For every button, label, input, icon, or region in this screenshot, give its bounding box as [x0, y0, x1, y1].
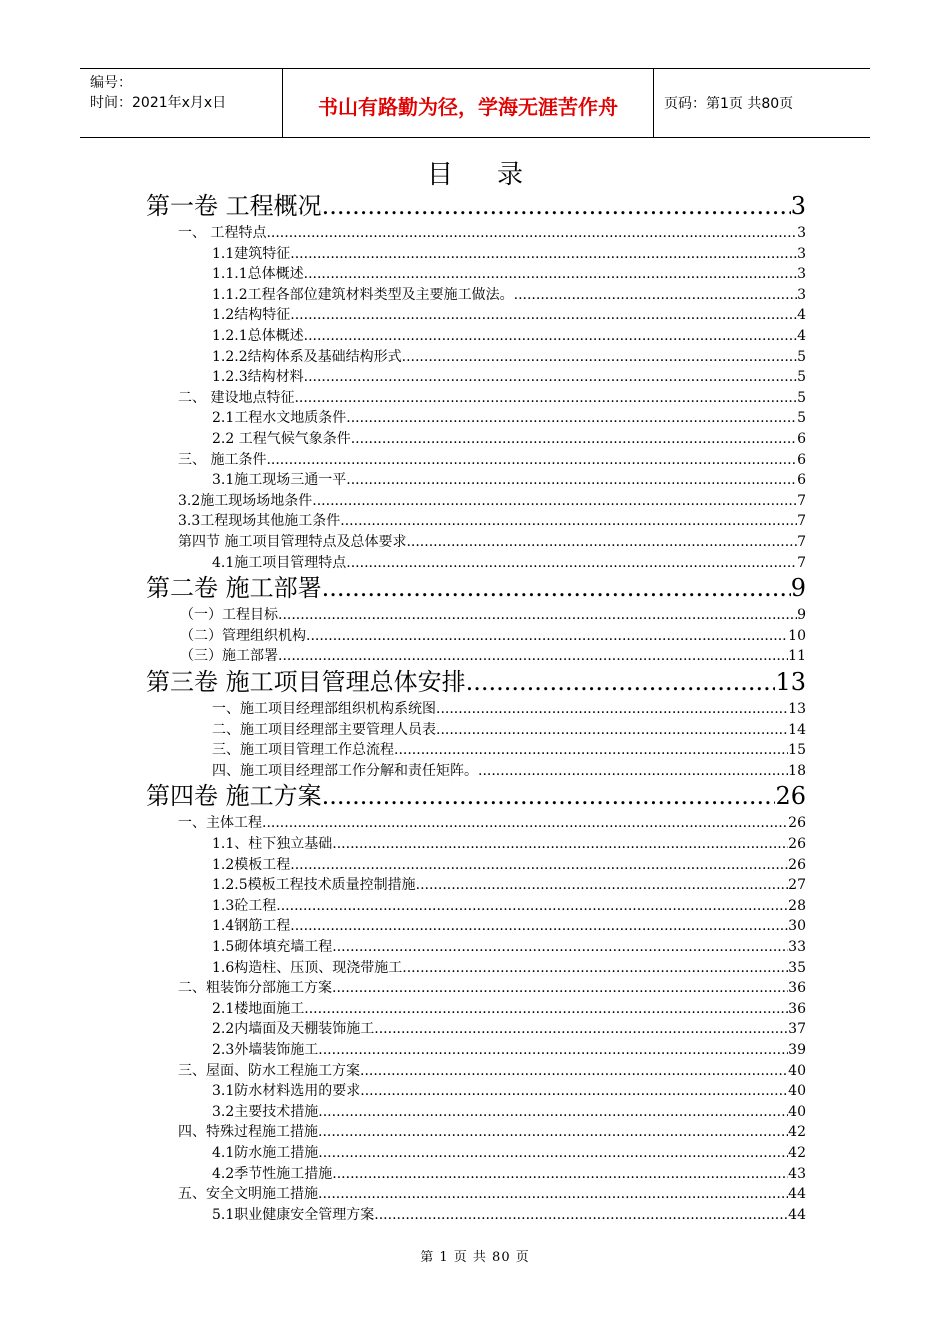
page-header [80, 68, 870, 138]
toc-leader-dots [266, 450, 797, 470]
toc-entry-page: 7 [797, 492, 806, 509]
toc-leader-dots [346, 553, 797, 573]
toc-entry-text: 三、 施工条件 [178, 451, 267, 468]
toc-entry-page: 26 [788, 836, 806, 852]
header-meta [80, 69, 282, 137]
toc-leader-dots [262, 813, 788, 833]
toc-entry-text: 2.2 工程气候气象条件 [212, 431, 351, 447]
toc-entry-text: 1.1.2工程各部位建筑材料类型及主要施工做法。 [212, 286, 514, 303]
toc-leader-dots [394, 740, 788, 760]
toc-entry[interactable] [212, 553, 806, 573]
toc-title: 目录 [426, 160, 567, 190]
toc-entry[interactable] [212, 1081, 806, 1101]
toc-entry-text: 1.2结构特征 [212, 307, 291, 324]
toc-entry[interactable] [180, 626, 806, 646]
toc-leader-dots [304, 264, 797, 284]
toc-entry-text: 五、安全文明施工措施 [178, 1186, 318, 1203]
toc-entry-text: 第二卷 施工部署 [146, 574, 322, 603]
toc-leader-dots [322, 190, 791, 222]
toc-entry-text: 4.1防水施工措施 [212, 1145, 319, 1161]
toc-entry[interactable] [212, 761, 806, 781]
toc-leader-dots [278, 605, 797, 625]
toc-entry-text: 1.6构造柱、压顶、现浇带施工 [212, 959, 403, 976]
toc-entry-text: 1.3砼工程 [212, 897, 277, 914]
toc-entry-page: 28 [788, 897, 806, 914]
toc-entry[interactable] [212, 285, 806, 305]
toc-entry-page: 3 [797, 286, 806, 303]
toc-entry[interactable] [180, 605, 806, 625]
toc-entry[interactable] [178, 491, 806, 511]
toc-entry-page: 3 [797, 245, 806, 262]
toc-leader-dots [402, 958, 788, 978]
toc-entry-text: 1.1、柱下独立基础 [212, 836, 333, 852]
toc-entry-text: 4.2季节性施工措施 [212, 1165, 333, 1182]
toc-entry-page: 5 [797, 410, 806, 427]
toc-entry-page: 5 [797, 348, 806, 365]
toc-entry-text: 3.3工程现场其他施工条件 [178, 513, 341, 530]
toc-entry-text: 2.1工程水文地质条件 [212, 410, 347, 427]
header-motto: 书山有路勤为径，学海无涯苦作舟 [318, 94, 618, 119]
toc-leader-dots [332, 834, 788, 854]
toc-entry-page: 42 [788, 1145, 806, 1161]
header-date: 时间：2021年x月x日 [90, 95, 227, 111]
toc-entry[interactable] [178, 978, 806, 998]
toc-entry-text: 3.2施工现场场地条件 [178, 492, 313, 509]
toc-leader-dots [332, 978, 788, 998]
toc-entry-page: 40 [788, 1103, 806, 1120]
toc-leader-dots [332, 937, 788, 957]
toc-entry-page: 10 [788, 627, 806, 644]
toc-entry-text: 二、粗装饰分部施工方案 [178, 980, 332, 997]
toc-entry-page: 6 [797, 431, 806, 447]
toc-leader-dots [374, 1019, 788, 1039]
toc-entry-page: 40 [788, 1062, 806, 1079]
toc-entry-page: 9 [790, 574, 806, 603]
toc-entry-text: 3.1施工现场三通一平 [212, 472, 347, 489]
toc-leader-dots [478, 761, 788, 781]
toc-entry[interactable] [178, 813, 806, 833]
toc-entry-page: 6 [797, 472, 806, 489]
toc-entry-text: 三、屋面、防水工程施工方案 [178, 1062, 360, 1079]
toc-leader-dots [514, 285, 797, 305]
toc-entry-page: 36 [788, 980, 806, 997]
toc-entry-text: 2.3外墙装饰施工 [212, 1042, 319, 1058]
toc-entry[interactable] [212, 916, 806, 936]
toc-leader-dots [351, 429, 797, 449]
toc-entry-text: 2.1楼地面施工 [212, 1000, 305, 1017]
toc-entry-page: 18 [788, 762, 806, 779]
toc-leader-dots [318, 1143, 788, 1163]
toc-entry-text: 二、施工项目经理部主要管理人员表 [212, 721, 436, 738]
toc-entry[interactable] [212, 367, 806, 387]
toc-entry-page: 15 [788, 742, 806, 759]
toc-entry[interactable] [212, 408, 806, 428]
toc-leader-dots [318, 1122, 788, 1142]
toc-leader-dots [318, 1184, 788, 1204]
toc-entry-text: 第四节 施工项目管理特点及总体要求 [178, 534, 407, 550]
toc-entry-page: 6 [797, 451, 806, 468]
toc-leader-dots [406, 532, 797, 552]
header-page: 页码：第1页 共80页 [664, 96, 794, 112]
toc-entry[interactable] [212, 1102, 806, 1122]
toc-entry[interactable] [212, 1040, 806, 1060]
toc-leader-dots [322, 780, 776, 812]
toc-entry-text: 四、施工项目经理部工作分解和责任矩阵。 [212, 762, 478, 779]
toc-leader-dots [304, 999, 788, 1019]
toc-leader-dots [290, 916, 788, 936]
toc-entry[interactable] [178, 1122, 806, 1142]
toc-entry-page: 39 [788, 1042, 806, 1058]
toc-entry-page: 7 [797, 534, 806, 550]
toc-leader-dots [416, 875, 789, 895]
toc-entry-text: 一、施工项目经理部组织机构系统图 [212, 701, 436, 717]
toc-leader-dots [374, 1205, 788, 1225]
toc-entry[interactable] [180, 646, 806, 666]
toc-entry-page: 4 [797, 307, 806, 324]
toc-entry[interactable] [212, 305, 806, 325]
page-footer: 第 1 页 共 80 页 [420, 1250, 530, 1265]
toc-entry[interactable] [212, 875, 806, 895]
toc-entry-page: 42 [788, 1124, 806, 1141]
toc-entry-text: 第三卷 施工项目管理总体安排 [146, 668, 466, 696]
toc-entry[interactable] [212, 740, 806, 760]
toc-entry-page: 3 [790, 192, 806, 220]
toc-leader-dots [276, 896, 788, 916]
toc-entry-page: 4 [797, 328, 806, 344]
toc-entry[interactable] [212, 958, 806, 978]
toc-entry-text: 1.4钢筋工程 [212, 918, 291, 935]
toc-entry[interactable] [178, 1184, 806, 1204]
toc-leader-dots [294, 388, 797, 408]
toc-entry-text: 三、施工项目管理工作总流程 [212, 742, 394, 759]
toc-entry-page: 36 [788, 1000, 806, 1017]
toc-entry-page: 44 [788, 1206, 806, 1223]
toc-leader-dots [436, 720, 788, 740]
toc-leader-dots [346, 470, 797, 490]
toc-entry-text: （三）施工部署 [180, 648, 278, 665]
toc-entry[interactable] [212, 1019, 806, 1039]
toc-leader-dots [304, 326, 797, 346]
toc-volume-entry[interactable] [146, 190, 806, 222]
toc-volume-entry[interactable] [146, 780, 806, 812]
toc-entry-page: 7 [797, 513, 806, 530]
toc-leader-dots [340, 511, 797, 531]
toc-volume-entry[interactable] [146, 666, 806, 698]
toc-entry-page: 5 [797, 369, 806, 386]
toc-entry-page: 35 [788, 959, 806, 976]
toc-entry[interactable] [212, 470, 806, 490]
toc-entry-text: 1.2模板工程 [212, 856, 291, 873]
toc-entry-text: 一、主体工程 [178, 815, 262, 832]
toc-leader-dots [346, 408, 797, 428]
toc-leader-dots [466, 666, 776, 698]
toc-entry-text: 二、 建设地点特征 [178, 389, 295, 406]
toc-entry[interactable] [212, 429, 806, 449]
toc-leader-dots [332, 1164, 788, 1184]
toc-entry-page: 11 [788, 648, 806, 665]
toc-entry-text: 第一卷 工程概况 [146, 192, 322, 220]
toc-entry-text: （一）工程目标 [180, 607, 278, 624]
toc-entry[interactable] [212, 720, 806, 740]
toc-leader-dots [278, 646, 788, 666]
toc-entry-page: 40 [788, 1083, 806, 1100]
toc-volume-entry[interactable] [146, 572, 806, 604]
toc-entry-text: 1.2.5模板工程技术质量控制措施 [212, 877, 416, 894]
toc-leader-dots [290, 855, 788, 875]
toc-entry-page: 26 [775, 782, 806, 811]
header-number: 编号： [90, 75, 132, 91]
toc-entry[interactable] [178, 388, 806, 408]
toc-entry-text: 2.2内墙面及天棚装饰施工 [212, 1021, 375, 1038]
toc-leader-dots [436, 699, 788, 719]
toc-entry[interactable] [178, 511, 806, 531]
toc-entry[interactable] [212, 1205, 806, 1225]
toc-entry[interactable] [178, 223, 806, 243]
toc-entry-text: （二）管理组织机构 [180, 627, 306, 644]
toc-entry-page: 7 [797, 554, 806, 571]
toc-entry-text: 1.1.1总体概述 [212, 266, 304, 283]
toc-entry-text: 1.2.3结构材料 [212, 369, 304, 386]
toc-entry[interactable] [212, 699, 806, 719]
toc-entry-page: 44 [788, 1186, 806, 1203]
toc-entry-page: 27 [788, 877, 806, 894]
toc-leader-dots [318, 1102, 788, 1122]
toc-leader-dots [306, 626, 788, 646]
toc-entry[interactable] [212, 264, 806, 284]
toc-entry-text: 1.2.2结构体系及基础结构形式 [212, 348, 402, 365]
toc-entry[interactable] [178, 1061, 806, 1081]
toc-entry[interactable] [212, 896, 806, 916]
toc-leader-dots [290, 244, 797, 264]
toc-leader-dots [360, 1081, 788, 1101]
toc-entry-text: 5.1职业健康安全管理方案 [212, 1206, 375, 1223]
toc-leader-dots [304, 367, 797, 387]
toc-entry-page: 13 [775, 668, 806, 696]
toc-entry-page: 30 [788, 918, 806, 935]
toc-entry-text: 第四卷 施工方案 [146, 782, 322, 811]
toc-entry-page: 37 [788, 1021, 806, 1038]
toc-entry-text: 3.2主要技术措施 [212, 1103, 319, 1120]
toc-leader-dots [312, 491, 797, 511]
toc-leader-dots [402, 347, 797, 367]
toc-entry-text: 1.5砌体填充墙工程 [212, 939, 333, 955]
toc-entry[interactable] [212, 1143, 806, 1163]
toc-entry-page: 13 [788, 701, 806, 717]
toc-leader-dots [290, 305, 797, 325]
toc-entry-text: 一、 工程特点 [178, 225, 267, 241]
header-motto-cell [282, 69, 654, 137]
toc-entry[interactable] [212, 347, 806, 367]
toc-entry-text: 1.1建筑特征 [212, 245, 291, 262]
toc-leader-dots [266, 223, 797, 243]
toc-leader-dots [322, 572, 791, 604]
toc-entry-text: 四、特殊过程施工措施 [178, 1124, 318, 1141]
toc-entry-text: 4.1施工项目管理特点 [212, 554, 347, 571]
toc-entry-page: 14 [788, 721, 806, 738]
toc-leader-dots [318, 1040, 788, 1060]
toc-entry[interactable] [212, 1164, 806, 1184]
toc-entry-text: 1.2.1总体概述 [212, 328, 304, 344]
toc-entry-page: 3 [797, 225, 806, 241]
toc-entry-page: 26 [788, 815, 806, 832]
toc-entry[interactable] [212, 999, 806, 1019]
toc-entry-page: 43 [788, 1165, 806, 1182]
toc-entry-page: 5 [797, 389, 806, 406]
toc-entry[interactable] [212, 326, 806, 346]
toc-entry[interactable] [178, 450, 806, 470]
toc-entry-page: 33 [788, 939, 806, 955]
toc-entry[interactable] [212, 834, 806, 854]
toc-entry-text: 3.1防水材料选用的要求 [212, 1083, 361, 1100]
toc-entry[interactable] [178, 532, 806, 552]
toc-entry[interactable] [212, 937, 806, 957]
toc-entry-page: 26 [788, 856, 806, 873]
toc-entry[interactable] [212, 855, 806, 875]
toc-entry-page: 3 [797, 266, 806, 283]
toc-entry[interactable] [212, 244, 806, 264]
toc-entry-page: 9 [797, 607, 806, 624]
toc-leader-dots [360, 1061, 788, 1081]
